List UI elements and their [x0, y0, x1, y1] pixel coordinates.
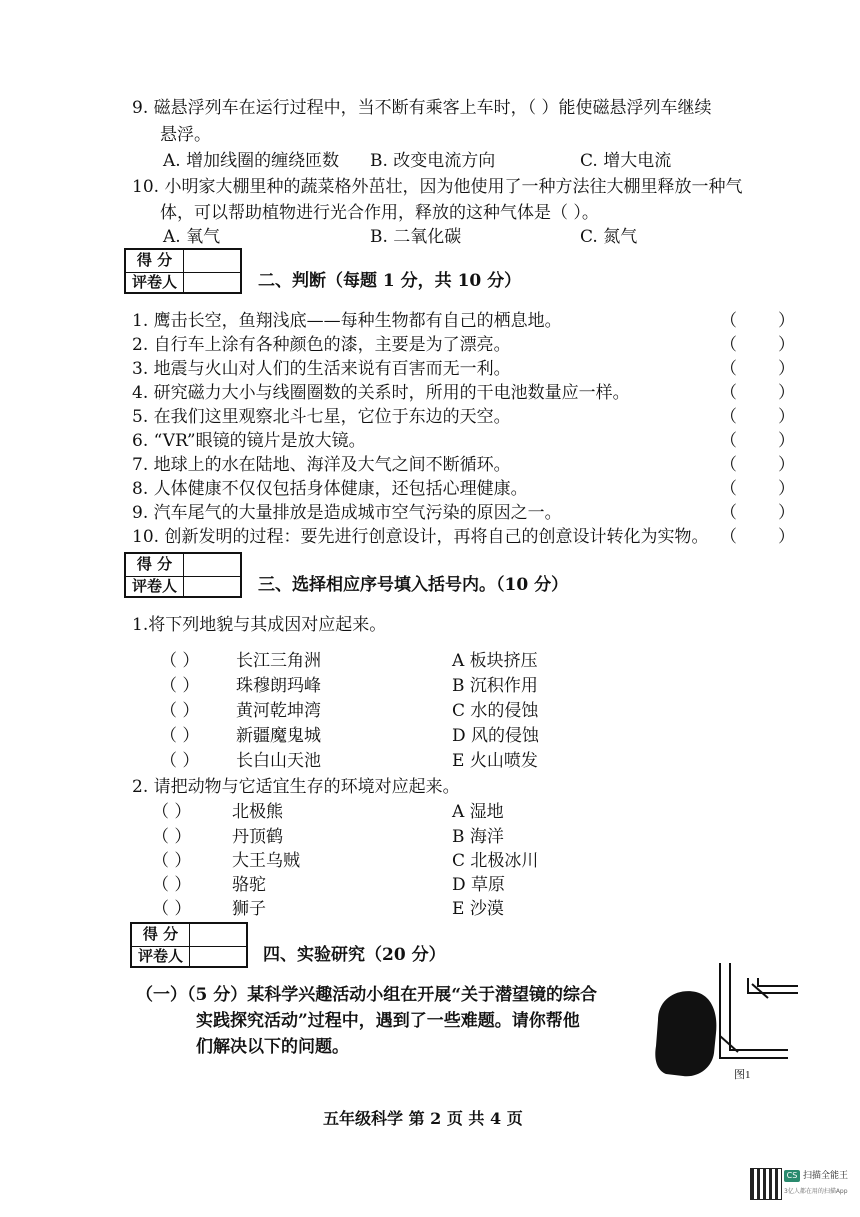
match-right-item: A 板块挤压 [452, 651, 538, 671]
match-left-item: 黄河乾坤湾 [236, 701, 321, 721]
match-right-item: E 火山喷发 [452, 751, 538, 771]
match-left-item: 大王乌贼 [232, 851, 300, 871]
match-right-item: E 沙漠 [452, 899, 504, 919]
stamp-title: 扫描全能王 [803, 1171, 849, 1181]
score-label: 得 分 [126, 250, 184, 272]
answer-paren-open[interactable]: （ [720, 455, 737, 475]
answer-paren-open[interactable]: （ [720, 407, 737, 427]
judgement-item: 8. 人体健康不仅仅包括身体健康，还包括心理健康。 [132, 479, 528, 499]
match-left-item: 新疆魔鬼城 [236, 726, 321, 746]
judgement-item: 9. 汽车尾气的大量排放是造成城市空气污染的原因之一。 [132, 503, 562, 523]
q9-option-a: A. 增加线圈的缠绕匝数 [163, 151, 340, 171]
q9-line2: 悬浮。 [160, 125, 211, 145]
q10-option-c: C. 氮气 [580, 227, 638, 247]
match-right-item: C 水的侵蚀 [452, 701, 539, 721]
qr-code-icon [750, 1168, 782, 1200]
answer-paren-open[interactable]: （ [720, 359, 737, 379]
cs-logo: CS [784, 1170, 800, 1182]
match-left-item: 长江三角洲 [236, 651, 321, 671]
answer-paren-open[interactable]: （ [720, 311, 737, 331]
q10-line1: 10. 小明家大棚里种的蔬菜格外茁壮，因为他使用了一种方法往大棚里释放一种气 [132, 177, 743, 197]
match-right-item: A 湿地 [452, 802, 504, 822]
scanner-watermark [750, 1164, 850, 1204]
judgement-item: 2. 自行车上涂有各种颜色的漆，主要是为了漂亮。 [132, 335, 511, 355]
answer-paren-close: ） [778, 431, 795, 451]
q9-option-b: B. 改变电流方向 [370, 151, 496, 171]
page-footer: 五年级科学 第 2 页 共 4 页 [323, 1109, 523, 1128]
answer-paren-close: ） [778, 503, 795, 523]
answer-blank[interactable]: （ ） [160, 651, 200, 671]
periscope-figure [648, 958, 798, 1088]
score-box-section2 [124, 248, 242, 294]
match-right-item: B 海洋 [452, 827, 504, 847]
section3-q1-prompt: 1.将下列地貌与其成因对应起来。 [132, 615, 387, 635]
section4-part1-line1: （一）（5 分）某科学兴趣活动小组在开展“关于潜望镜的综合 [136, 985, 598, 1005]
match-left-item: 珠穆朗玛峰 [236, 676, 321, 696]
section2-title: 二、判断（每题 1 分，共 10 分） [258, 271, 522, 291]
match-left-item: 长白山天池 [236, 751, 321, 771]
grader-label: 评卷人 [132, 946, 190, 968]
answer-blank[interactable]: （ ） [160, 751, 200, 771]
figure-label: 图1 [734, 1069, 751, 1081]
answer-paren-close: ） [778, 479, 795, 499]
answer-paren-open[interactable]: （ [720, 503, 737, 523]
match-right-item: B 沉积作用 [452, 676, 538, 696]
grader-label: 评卷人 [126, 272, 184, 294]
judgement-item: 3. 地震与火山对人们的生活来说有百害而无一利。 [132, 359, 511, 379]
match-left-item: 北极熊 [232, 802, 283, 822]
answer-blank[interactable]: （ ） [160, 726, 200, 746]
judgement-item: 6. “VR”眼镜的镜片是放大镜。 [132, 431, 366, 451]
match-right-item: C 北极冰川 [452, 851, 539, 871]
answer-paren-close: ） [778, 407, 795, 427]
answer-paren-close: ） [778, 359, 795, 379]
q9-option-c: C. 增大电流 [580, 151, 672, 171]
answer-paren-close: ） [778, 311, 795, 331]
judgement-item: 1. 鹰击长空，鱼翔浅底——每种生物都有自己的栖息地。 [132, 311, 562, 331]
q9-line1: 9. 磁悬浮列车在运行过程中，当不断有乘客上车时，（ ）能使磁悬浮列车继续 [132, 98, 712, 118]
match-left-item: 狮子 [232, 899, 266, 919]
answer-blank[interactable]: （ ） [152, 851, 192, 871]
match-right-item: D 草原 [452, 875, 506, 895]
section4-part1-line3: 们解决以下的问题。 [196, 1037, 349, 1057]
head-silhouette-icon [655, 991, 716, 1076]
match-left-item: 丹顶鹤 [232, 827, 283, 847]
section3-q2-prompt: 2. 请把动物与它适宜生存的环境对应起来。 [132, 777, 460, 797]
answer-blank[interactable]: （ ） [152, 827, 192, 847]
section3-title: 三、选择相应序号填入括号内。（10 分） [258, 575, 569, 595]
score-box-section3 [124, 552, 242, 598]
q10-option-a: A. 氧气 [163, 227, 221, 247]
q10-option-b: B. 二氧化碳 [370, 227, 462, 247]
answer-paren-open[interactable]: （ [720, 383, 737, 403]
answer-paren-close: ） [778, 335, 795, 355]
answer-paren-open[interactable]: （ [720, 527, 737, 547]
score-box-section4 [130, 922, 248, 968]
judgement-item: 7. 地球上的水在陆地、海洋及大气之间不断循环。 [132, 455, 511, 475]
answer-paren-open[interactable]: （ [720, 431, 737, 451]
section4-title: 四、实验研究（20 分） [263, 945, 446, 965]
answer-blank[interactable]: （ ） [160, 676, 200, 696]
answer-paren-close: ） [778, 527, 795, 547]
q10-line2: 体，可以帮助植物进行光合作用，释放的这种气体是（ ）。 [160, 203, 599, 223]
match-left-item: 骆驼 [232, 875, 266, 895]
answer-paren-close: ） [778, 455, 795, 475]
answer-blank[interactable]: （ ） [152, 875, 192, 895]
section4-part1-line2: 实践探究活动”过程中，遇到了一些难题。请你帮他 [196, 1011, 580, 1031]
judgement-item: 10. 创新发明的过程：要先进行创意设计，再将自己的创意设计转化为实物。 [132, 527, 709, 547]
judgement-item: 4. 研究磁力大小与线圈圈数的关系时，所用的干电池数量应一样。 [132, 383, 630, 403]
judgement-item: 5. 在我们这里观察北斗七星，它位于东边的天空。 [132, 407, 511, 427]
match-right-item: D 风的侵蚀 [452, 726, 540, 746]
answer-paren-open[interactable]: （ [720, 335, 737, 355]
answer-paren-open[interactable]: （ [720, 479, 737, 499]
score-label: 得 分 [126, 554, 184, 576]
answer-paren-close: ） [778, 383, 795, 403]
score-label: 得 分 [132, 924, 190, 946]
answer-blank[interactable]: （ ） [160, 701, 200, 721]
grader-label: 评卷人 [126, 576, 184, 598]
stamp-subtitle: 3亿人都在用的扫描App [784, 1188, 848, 1195]
answer-blank[interactable]: （ ） [152, 899, 192, 919]
answer-blank[interactable]: （ ） [152, 802, 192, 822]
